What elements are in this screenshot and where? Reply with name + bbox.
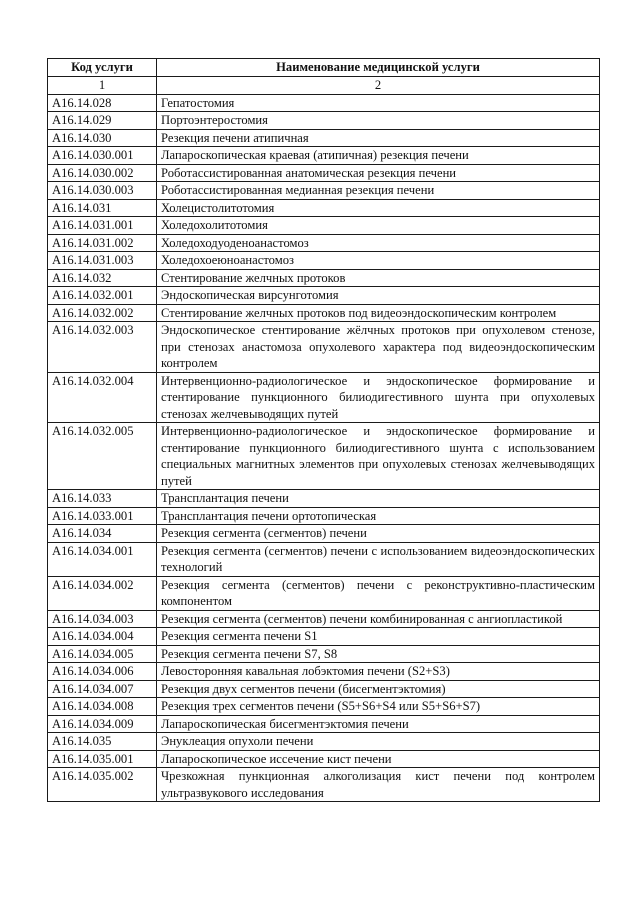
service-code: A16.14.034 xyxy=(48,525,157,543)
service-name: Эндоскопическое стентирование жёлчных протоков при опухолевом стенозе, при стенозах анастомоза опухолевого характера под видеоэндоскопическим контролем xyxy=(157,322,600,373)
services-table xyxy=(47,58,600,802)
table-row xyxy=(48,542,600,576)
table-row xyxy=(48,129,600,147)
service-code: A16.14.032 xyxy=(48,269,157,287)
service-code: A16.14.032.002 xyxy=(48,304,157,322)
service-code: A16.14.031 xyxy=(48,199,157,217)
table-body xyxy=(48,94,600,802)
service-code: A16.14.028 xyxy=(48,94,157,112)
service-name: Гепатостомия xyxy=(157,94,600,112)
service-name: Лапароскопическая бисегментэктомия печени xyxy=(157,715,600,733)
service-code: A16.14.034.005 xyxy=(48,645,157,663)
service-name: Резекция сегмента (сегментов) печени комбинированная с ангиопластикой xyxy=(157,610,600,628)
service-name: Стентирование желчных протоков xyxy=(157,269,600,287)
table-row xyxy=(48,680,600,698)
table-row xyxy=(48,112,600,130)
service-name: Резекция сегмента (сегментов) печени с использованием видеоэндоскопических технологий xyxy=(157,542,600,576)
table-row xyxy=(48,252,600,270)
service-code: A16.14.031.002 xyxy=(48,234,157,252)
table-row xyxy=(48,322,600,373)
service-code: A16.14.035.001 xyxy=(48,750,157,768)
table-row xyxy=(48,372,600,423)
service-code: A16.14.034.009 xyxy=(48,715,157,733)
service-code: A16.14.035.002 xyxy=(48,768,157,802)
service-code: A16.14.032.004 xyxy=(48,372,157,423)
service-code: A16.14.033 xyxy=(48,490,157,508)
table-row xyxy=(48,423,600,490)
service-name: Левосторонняя кавальная лобэктомия печени (S2+S3) xyxy=(157,663,600,681)
service-name: Холедохолитотомия xyxy=(157,217,600,235)
column-number-2: 2 xyxy=(157,77,600,95)
service-name: Лапароскопическое иссечение кист печени xyxy=(157,750,600,768)
service-code: A16.14.034.006 xyxy=(48,663,157,681)
service-code: A16.14.034.007 xyxy=(48,680,157,698)
header-code: Код услуги xyxy=(48,59,157,77)
service-code: A16.14.031.001 xyxy=(48,217,157,235)
service-name: Лапароскопическая краевая (атипичная) резекция печени xyxy=(157,147,600,165)
document-page xyxy=(47,58,599,802)
table-row xyxy=(48,217,600,235)
service-name: Холедоходуоденоанастомоз xyxy=(157,234,600,252)
table-row xyxy=(48,610,600,628)
service-code: A16.14.030 xyxy=(48,129,157,147)
table-row xyxy=(48,750,600,768)
service-name: Портоэнтеростомия xyxy=(157,112,600,130)
header-row xyxy=(48,59,600,77)
service-name: Резекция двух сегментов печени (бисегментэктомия) xyxy=(157,680,600,698)
service-name: Интервенционно-радиологическое и эндоскопическое формирование и стентирование пункционного билиодигестивного шунта с использованием специальных магнитных элементов при опухолевых стенозах желчевыводящих путей xyxy=(157,423,600,490)
table-row xyxy=(48,304,600,322)
service-code: A16.14.032.003 xyxy=(48,322,157,373)
service-name: Холецистолитотомия xyxy=(157,199,600,217)
column-number-row xyxy=(48,77,600,95)
service-name: Энуклеация опухоли печени xyxy=(157,733,600,751)
service-code: A16.14.029 xyxy=(48,112,157,130)
table-row xyxy=(48,628,600,646)
table-row xyxy=(48,698,600,716)
table-row xyxy=(48,507,600,525)
service-code: A16.14.032.001 xyxy=(48,287,157,305)
service-code: A16.14.034.002 xyxy=(48,576,157,610)
table-row xyxy=(48,287,600,305)
table-row xyxy=(48,645,600,663)
table-row xyxy=(48,525,600,543)
service-code: A16.14.034.004 xyxy=(48,628,157,646)
table-row xyxy=(48,182,600,200)
service-code: A16.14.033.001 xyxy=(48,507,157,525)
service-name: Резекция сегмента (сегментов) печени с реконструктивно-пластическим компонентом xyxy=(157,576,600,610)
service-name: Роботассистированная медианная резекция печени xyxy=(157,182,600,200)
table-row xyxy=(48,164,600,182)
service-code: A16.14.030.002 xyxy=(48,164,157,182)
service-name: Резекция сегмента печени S7, S8 xyxy=(157,645,600,663)
service-name: Чрезкожная пункционная алкоголизация кист печени под контролем ультразвукового исследования xyxy=(157,768,600,802)
service-name: Трансплантация печени ортотопическая xyxy=(157,507,600,525)
table-row xyxy=(48,94,600,112)
service-code: A16.14.034.003 xyxy=(48,610,157,628)
service-name: Трансплантация печени xyxy=(157,490,600,508)
service-name: Роботассистированная анатомическая резекция печени xyxy=(157,164,600,182)
service-code: A16.14.035 xyxy=(48,733,157,751)
column-number-1: 1 xyxy=(48,77,157,95)
service-name: Эндоскопическая вирсунготомия xyxy=(157,287,600,305)
service-name: Стентирование желчных протоков под видеоэндоскопическим контролем xyxy=(157,304,600,322)
table-row xyxy=(48,147,600,165)
table-row xyxy=(48,768,600,802)
service-code: A16.14.034.008 xyxy=(48,698,157,716)
service-code: A16.14.032.005 xyxy=(48,423,157,490)
service-name: Резекция печени атипичная xyxy=(157,129,600,147)
table-row xyxy=(48,490,600,508)
service-name: Резекция сегмента (сегментов) печени xyxy=(157,525,600,543)
service-code: A16.14.031.003 xyxy=(48,252,157,270)
table-row xyxy=(48,269,600,287)
service-name: Резекция трех сегментов печени (S5+S6+S4 или S5+S6+S7) xyxy=(157,698,600,716)
table-row xyxy=(48,663,600,681)
service-code: A16.14.034.001 xyxy=(48,542,157,576)
service-code: A16.14.030.003 xyxy=(48,182,157,200)
table-row xyxy=(48,715,600,733)
service-name: Холедохоеюноанастомоз xyxy=(157,252,600,270)
table-row xyxy=(48,234,600,252)
table-row xyxy=(48,576,600,610)
table-row xyxy=(48,199,600,217)
service-code: A16.14.030.001 xyxy=(48,147,157,165)
service-name: Резекция сегмента печени S1 xyxy=(157,628,600,646)
service-name: Интервенционно-радиологическое и эндоскопическое формирование и стентирование пункционного билиодигестивного шунта при опухолевых стенозах желчевыводящих путей xyxy=(157,372,600,423)
table-row xyxy=(48,733,600,751)
header-name: Наименование медицинской услуги xyxy=(157,59,600,77)
